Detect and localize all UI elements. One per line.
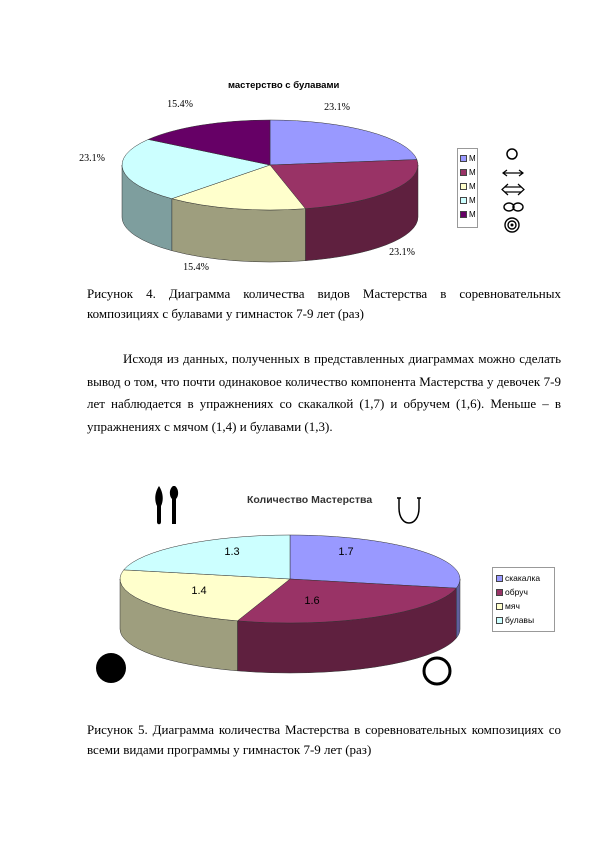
- circle-icon: [507, 149, 517, 159]
- legend-swatch: [496, 603, 503, 610]
- chart2-slice-side-0: [456, 579, 460, 638]
- chart1-data-label: 23.1%: [389, 247, 415, 258]
- loops-icon: [504, 203, 523, 211]
- apparatus-icons-group: [495, 146, 535, 236]
- figure2-caption: Рисунок 5. Диаграмма количества Мастерства в соревновательных композициях со всеми видами программы у гимнасток 7-9 лет (раз): [87, 722, 561, 757]
- body-paragraph: Исходя из данных, полученных в представленных диаграммах можно сделать вывод о том, что почти одинаковое количество компонента Мастерства у девочек 7-9 лет наблюдается в упражнениях со скакалкой (1,7) и обручем (1,6). Меньше – в упражнениях с мячом (1,4) и булавами (1,3).: [87, 351, 561, 434]
- chart2-legend-item: [496, 613, 554, 627]
- chart1-data-label: 15.4%: [183, 262, 209, 273]
- chart1-data-label: 15.4%: [167, 99, 193, 110]
- legend-label: М: [469, 195, 476, 205]
- rope-icon: [393, 494, 425, 530]
- legend-swatch: [496, 589, 503, 596]
- legend-swatch: [496, 617, 503, 624]
- chart2-legend-item: [496, 599, 554, 613]
- legend-label: М: [469, 209, 476, 219]
- chart1-slice-0: [270, 120, 417, 165]
- chart1-data-label: 23.1%: [79, 153, 105, 164]
- legend-label: мяч: [505, 601, 520, 611]
- chart2-legend-item: [496, 571, 554, 585]
- legend-swatch: [460, 169, 467, 176]
- chart1-legend-item: [460, 179, 477, 193]
- chart1-legend-item: [460, 165, 477, 179]
- legend-swatch: [460, 155, 467, 162]
- chart1-data-label: 23.1%: [324, 102, 350, 113]
- chart1-legend-item: [460, 193, 477, 207]
- arrow-right-icon: [503, 170, 523, 176]
- legend-label: обруч: [505, 587, 528, 597]
- chart2-data-label: 1.4: [191, 585, 207, 597]
- clubs-icon: [150, 484, 186, 528]
- legend-label: скакалка: [505, 573, 541, 583]
- chart2-title: Количество Мастерства: [247, 494, 373, 506]
- chart2-legend-item: [496, 585, 554, 599]
- chart1-title: мастерство с булавами: [228, 80, 340, 91]
- double-arrow-icon: [502, 184, 524, 195]
- legend-label: булавы: [505, 615, 535, 625]
- chart2-data-label: 1.3: [224, 546, 240, 558]
- legend-swatch: [460, 183, 467, 190]
- chart2-data-label: 1.7: [338, 546, 354, 558]
- legend-swatch: [496, 575, 503, 582]
- figure1-caption: Рисунок 4. Диаграмма количества видов Мастерства в соревновательных композициях с булавами у гимнасток 7-9 лет (раз): [87, 286, 561, 321]
- legend-label: М: [469, 153, 476, 163]
- legend-label: М: [469, 167, 476, 177]
- legend-swatch: [460, 211, 467, 218]
- spiral-icon: [505, 218, 519, 232]
- chart1-legend-item: [460, 151, 477, 165]
- chart1-legend: [457, 148, 478, 228]
- legend-swatch: [460, 197, 467, 204]
- chart2-legend: [492, 567, 555, 632]
- hoop-icon: [420, 655, 454, 689]
- chart1-legend-item: [460, 207, 477, 221]
- legend-label: М: [469, 181, 476, 191]
- ball-icon: [94, 651, 128, 685]
- chart2-data-label: 1.6: [304, 595, 320, 607]
